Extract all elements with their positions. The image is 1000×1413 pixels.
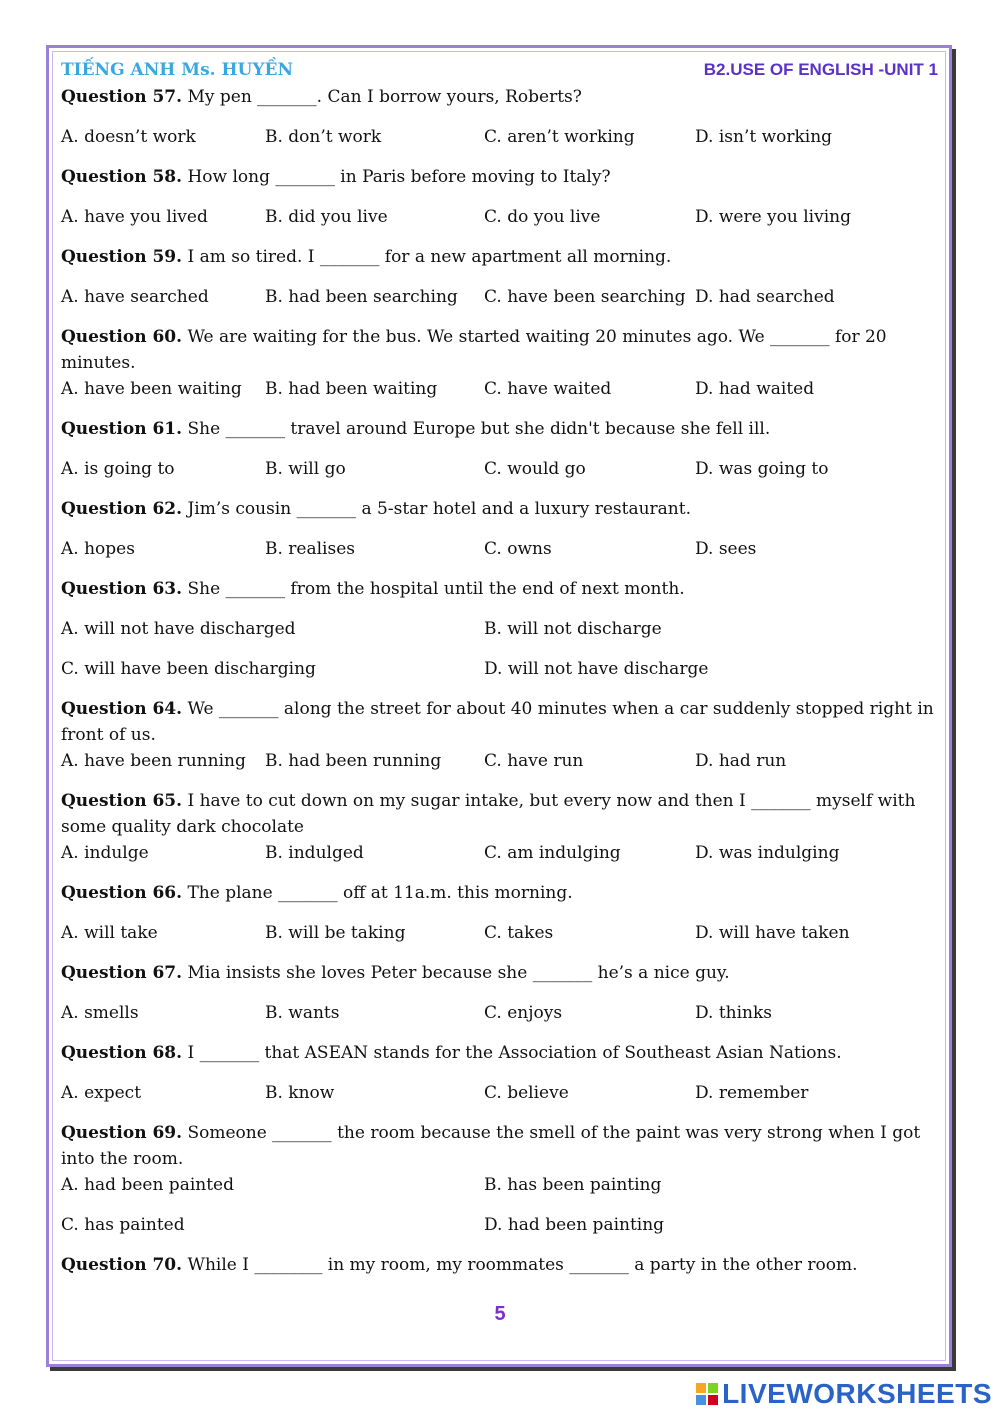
answer-option[interactable]: B. has been painting bbox=[484, 1175, 662, 1195]
answer-options-row bbox=[61, 656, 941, 682]
answer-option[interactable]: C. has painted bbox=[61, 1215, 185, 1235]
answer-option[interactable]: C. enjoys bbox=[484, 1003, 563, 1023]
answer-option[interactable]: D. was indulging bbox=[695, 843, 840, 863]
question-text: front of us. bbox=[61, 725, 156, 745]
question-number: Question 66. bbox=[61, 883, 183, 903]
question-number: Question 59. bbox=[61, 247, 183, 267]
question-number: Question 60. bbox=[61, 327, 183, 347]
answer-option[interactable]: A. doesn’t work bbox=[61, 127, 196, 147]
question-number: Question 63. bbox=[61, 579, 183, 599]
question-text: into the room. bbox=[61, 1149, 184, 1169]
answer-option[interactable]: A. will take bbox=[61, 923, 158, 943]
question-number: Question 70. bbox=[61, 1255, 183, 1275]
header-left-title: TIẾNG ANH Ms. HUYỀN bbox=[61, 60, 293, 80]
answer-option[interactable]: D. remember bbox=[695, 1083, 809, 1103]
answer-option[interactable]: A. have been waiting bbox=[61, 379, 242, 399]
answer-option[interactable]: D. had been painting bbox=[484, 1215, 665, 1235]
question-stem bbox=[61, 244, 941, 270]
question-block bbox=[61, 324, 941, 402]
answer-option[interactable]: C. will have been discharging bbox=[61, 659, 316, 679]
question-block bbox=[61, 496, 941, 562]
answer-options-row bbox=[61, 1080, 941, 1106]
answer-option[interactable]: A. have you lived bbox=[61, 207, 208, 227]
question-stem bbox=[61, 1252, 941, 1278]
answer-options-row bbox=[61, 284, 941, 310]
question-block bbox=[61, 576, 941, 682]
question-text: minutes. bbox=[61, 353, 136, 373]
question-text: The plane _______ off at 11a.m. this morning. bbox=[187, 883, 573, 903]
answer-option[interactable]: D. will not have discharge bbox=[484, 659, 709, 679]
question-block bbox=[61, 244, 941, 310]
question-stem bbox=[61, 880, 941, 906]
answer-option[interactable]: D. had waited bbox=[695, 379, 815, 399]
question-text: some quality dark chocolate bbox=[61, 817, 304, 837]
question-number: Question 61. bbox=[61, 419, 183, 439]
answer-options-row bbox=[61, 1172, 941, 1198]
question-number: Question 64. bbox=[61, 699, 183, 719]
answer-options-row bbox=[61, 376, 941, 402]
question-text: We are waiting for the bus. We started waiting 20 minutes ago. We _______ for 20 bbox=[187, 327, 887, 347]
answer-options-row bbox=[61, 124, 941, 150]
question-text: She _______ from the hospital until the end of next month. bbox=[187, 579, 685, 599]
answer-option[interactable]: A. indulge bbox=[61, 843, 149, 863]
answer-options-row bbox=[61, 1000, 941, 1026]
question-block bbox=[61, 696, 941, 774]
answer-option[interactable]: B. will not discharge bbox=[484, 619, 662, 639]
question-block bbox=[61, 1252, 941, 1278]
question-number: Question 65. bbox=[61, 791, 183, 811]
answer-option[interactable]: A. expect bbox=[61, 1083, 142, 1103]
question-text: She _______ travel around Europe but she didn't because she fell ill. bbox=[187, 419, 771, 439]
question-text: My pen _______. Can I borrow yours, Roberts? bbox=[187, 87, 582, 107]
answer-options-row bbox=[61, 616, 941, 642]
question-text: Someone _______ the room because the smell of the paint was very strong when I got bbox=[187, 1123, 921, 1143]
answer-option[interactable]: B. had been searching bbox=[265, 287, 458, 307]
answer-option[interactable]: A. smells bbox=[61, 1003, 139, 1023]
answer-option[interactable]: D. had run bbox=[695, 751, 787, 771]
answer-option[interactable]: B. realises bbox=[265, 539, 356, 559]
answer-option[interactable]: C. aren’t working bbox=[484, 127, 635, 147]
question-block bbox=[61, 960, 941, 1026]
answer-options-row bbox=[61, 748, 941, 774]
liveworksheets-logo-icon bbox=[696, 1383, 718, 1405]
answer-option[interactable]: B. don’t work bbox=[265, 127, 382, 147]
question-stem bbox=[61, 960, 941, 986]
answer-option[interactable]: A. have searched bbox=[61, 287, 209, 307]
answer-option[interactable]: B. did you live bbox=[265, 207, 388, 227]
answer-option[interactable]: C. have been searching bbox=[484, 287, 686, 307]
answer-option[interactable]: B. will go bbox=[265, 459, 346, 479]
question-text: I am so tired. I _______ for a new apartment all morning. bbox=[187, 247, 672, 267]
question-number: Question 57. bbox=[61, 87, 183, 107]
question-text: While I ________ in my room, my roommates _______ a party in the other room. bbox=[187, 1255, 858, 1275]
question-block bbox=[61, 788, 941, 866]
question-stem bbox=[61, 164, 941, 190]
answer-option[interactable]: C. have waited bbox=[484, 379, 612, 399]
liveworksheets-brand bbox=[696, 1378, 992, 1410]
question-text: Mia insists she loves Peter because she _______ he’s a nice guy. bbox=[187, 963, 730, 983]
question-list bbox=[61, 84, 941, 1278]
question-block bbox=[61, 1040, 941, 1106]
answer-options-row bbox=[61, 456, 941, 482]
question-block bbox=[61, 1120, 941, 1238]
question-stem bbox=[61, 324, 941, 376]
question-stem bbox=[61, 696, 941, 748]
answer-option[interactable]: B. know bbox=[265, 1083, 335, 1103]
answer-option[interactable]: C. takes bbox=[484, 923, 554, 943]
answer-option[interactable]: D. will have taken bbox=[695, 923, 850, 943]
question-number: Question 69. bbox=[61, 1123, 183, 1143]
answer-option[interactable]: B. will be taking bbox=[265, 923, 406, 943]
header-right-title: B2.USE OF ENGLISH -UNIT 1 bbox=[703, 60, 938, 79]
answer-options-row bbox=[61, 536, 941, 562]
question-stem bbox=[61, 84, 941, 110]
answer-options-row bbox=[61, 1212, 941, 1238]
answer-option[interactable]: C. have run bbox=[484, 751, 584, 771]
answer-option[interactable]: C. would go bbox=[484, 459, 586, 479]
question-number: Question 58. bbox=[61, 167, 183, 187]
question-stem bbox=[61, 576, 941, 602]
question-block bbox=[61, 164, 941, 230]
question-stem bbox=[61, 1120, 941, 1172]
answer-option[interactable]: A. have been running bbox=[61, 751, 246, 771]
question-text: Jim’s cousin _______ a 5-star hotel and a luxury restaurant. bbox=[187, 499, 691, 519]
answer-option[interactable]: A. hopes bbox=[61, 539, 135, 559]
question-stem bbox=[61, 416, 941, 442]
brand-text: LIVEWORKSHEETS bbox=[722, 1378, 992, 1409]
question-stem bbox=[61, 788, 941, 840]
answer-option[interactable]: C. am indulging bbox=[484, 843, 621, 863]
answer-option[interactable]: C. believe bbox=[484, 1083, 569, 1103]
answer-option[interactable]: C. do you live bbox=[484, 207, 601, 227]
answer-option[interactable]: B. wants bbox=[265, 1003, 340, 1023]
question-text: How long _______ in Paris before moving to Italy? bbox=[187, 167, 611, 187]
question-block bbox=[61, 880, 941, 946]
answer-option[interactable]: D. was going to bbox=[695, 459, 829, 479]
question-stem bbox=[61, 496, 941, 522]
question-block bbox=[61, 416, 941, 482]
question-stem bbox=[61, 1040, 941, 1066]
answer-option[interactable]: D. sees bbox=[695, 539, 757, 559]
question-text: I _______ that ASEAN stands for the Association of Southeast Asian Nations. bbox=[187, 1043, 842, 1063]
answer-option[interactable]: D. isn’t working bbox=[695, 127, 833, 147]
answer-option[interactable]: D. had searched bbox=[695, 287, 835, 307]
answer-option[interactable]: B. had been waiting bbox=[265, 379, 438, 399]
answer-option[interactable]: A. will not have discharged bbox=[61, 619, 296, 639]
answer-option[interactable]: B. had been running bbox=[265, 751, 442, 771]
question-number: Question 67. bbox=[61, 963, 183, 983]
answer-option[interactable]: A. had been painted bbox=[61, 1175, 234, 1195]
question-number: Question 62. bbox=[61, 499, 183, 519]
answer-options-row bbox=[61, 204, 941, 230]
answer-options-row bbox=[61, 840, 941, 866]
question-block bbox=[61, 84, 941, 150]
answer-options-row bbox=[61, 920, 941, 946]
question-text: We _______ along the street for about 40 minutes when a car suddenly stopped right in bbox=[187, 699, 934, 719]
question-text: I have to cut down on my sugar intake, but every now and then I _______ myself with bbox=[187, 791, 916, 811]
question-number: Question 68. bbox=[61, 1043, 183, 1063]
answer-option[interactable]: C. owns bbox=[484, 539, 552, 559]
answer-option[interactable]: D. thinks bbox=[695, 1003, 773, 1023]
page-number: 5 bbox=[494, 1303, 506, 1325]
answer-option[interactable]: D. were you living bbox=[695, 207, 851, 227]
answer-option[interactable]: B. indulged bbox=[265, 843, 364, 863]
answer-option[interactable]: A. is going to bbox=[61, 459, 175, 479]
